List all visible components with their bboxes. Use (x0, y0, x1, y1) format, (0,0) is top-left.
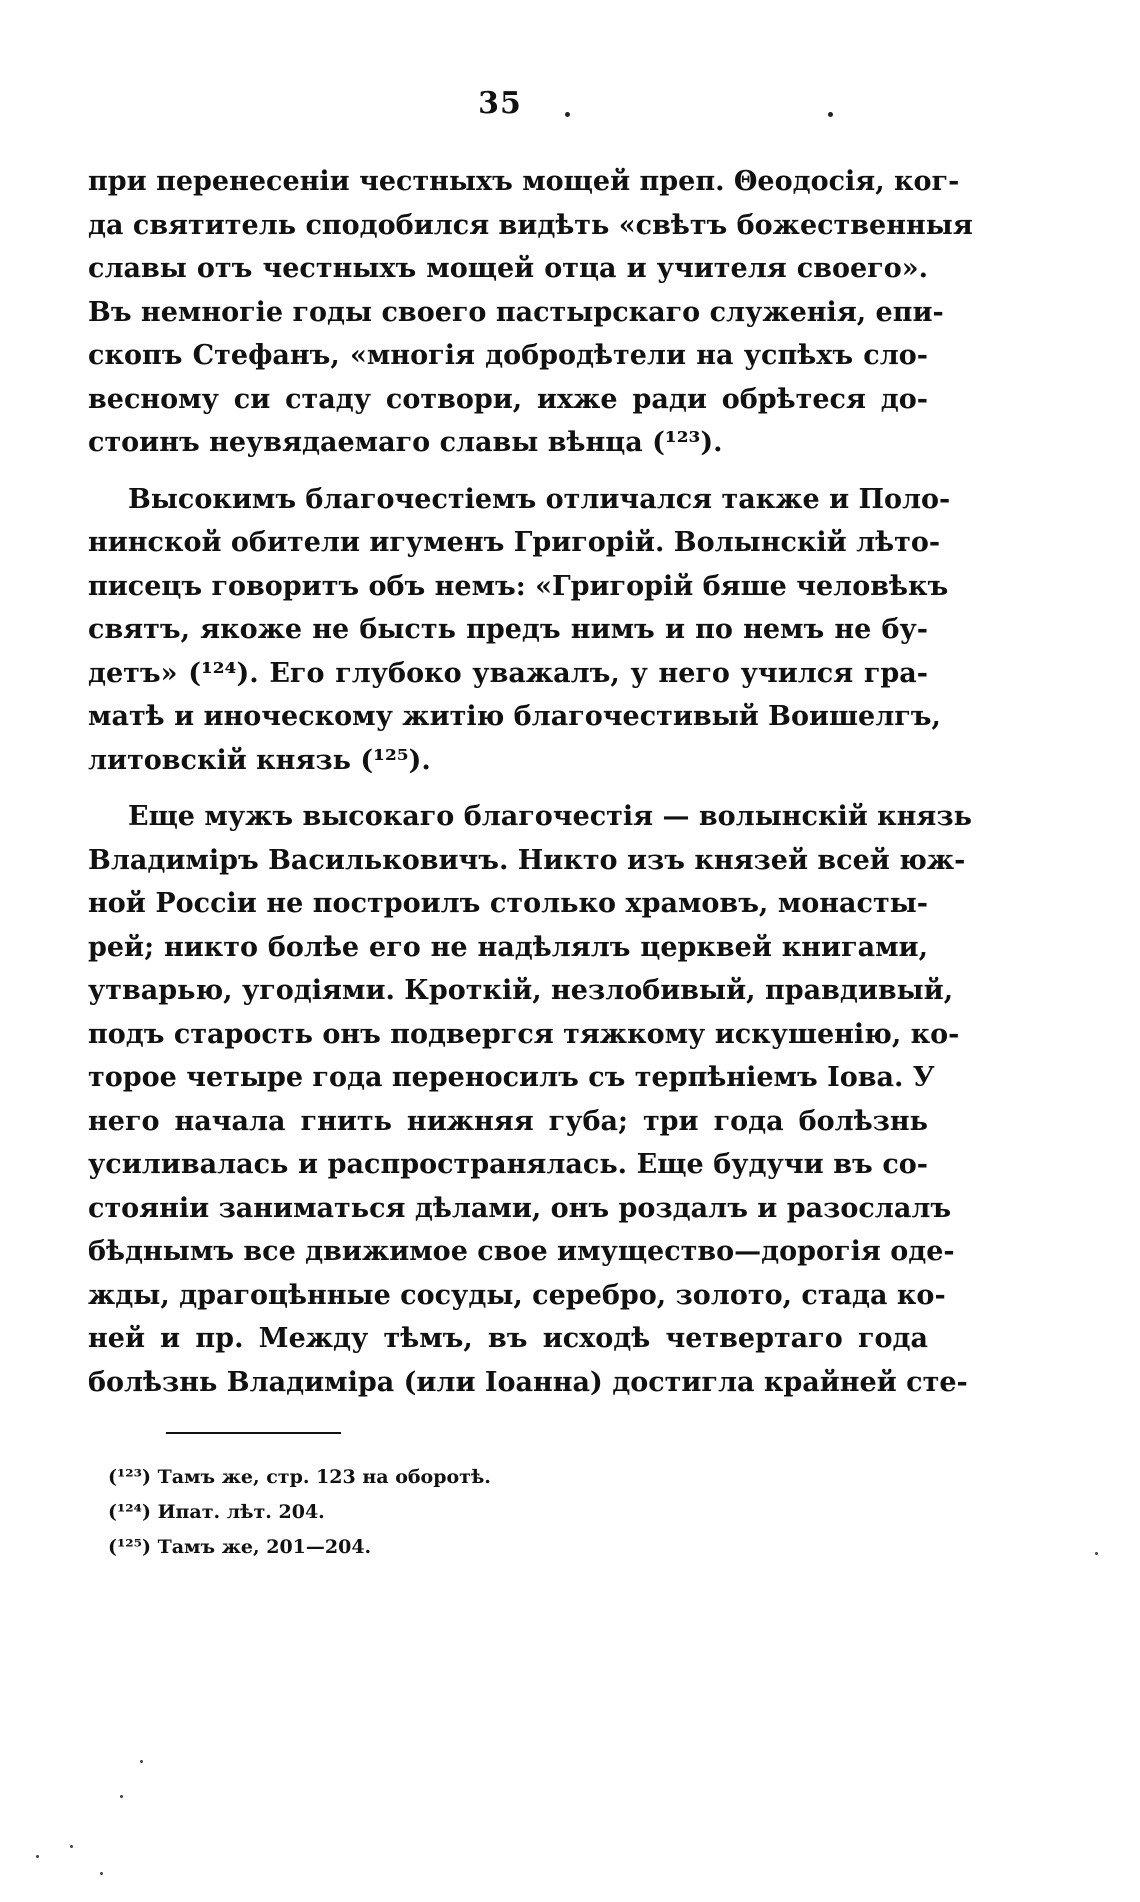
text-line: Высокимъ благочестіемъ отличался также и Поло- (128, 483, 951, 515)
text-line: литовскій князь (¹²⁵). (88, 744, 431, 776)
speck (120, 1795, 123, 1798)
text-line: торое четыре года переносилъ съ терпѣніемъ Іова. У (88, 1062, 935, 1093)
text-line: него начала гнить нижняя губа; три года болѣзнь (88, 1105, 928, 1137)
footnote (108, 1460, 808, 1495)
paragraph (88, 478, 951, 783)
paragraph-gap (88, 465, 928, 478)
text-line: Владиміръ Васильковичъ. Никто изъ князей всей юж- (88, 844, 966, 876)
text-line: святъ, якоже не бысть предъ нимъ и по немъ не бу- (88, 614, 928, 645)
page-number: 35 (478, 86, 522, 121)
footnote (108, 1495, 808, 1530)
text-line: детъ» (¹²⁴). Его глубоко уважалъ, у него учился гра- (88, 657, 928, 689)
text-line: да святитель сподобился видѣть «свѣтъ божественныя (88, 209, 973, 241)
footnote-text: Тамъ же, стр. 123 на оборотѣ. (157, 1466, 491, 1488)
footnotes (108, 1460, 808, 1565)
text-line: утварью, угодіями. Кроткій, незлобивый, правдивый, (88, 975, 954, 1006)
text-line: нинской обители игуменъ Григорій. Волынскій лѣто- (88, 527, 941, 558)
text-line: болѣзнь Владиміра (или Іоанна) достигла крайней сте- (88, 1366, 968, 1398)
stray-dot (828, 112, 833, 117)
text-line: весному си стаду сотвори, ихже ради обрѣтеся до- (88, 383, 928, 415)
speck (100, 1872, 103, 1875)
text-line: усиливалась и распространялась. Еще будучи въ со- (88, 1149, 928, 1180)
paragraph (88, 160, 973, 465)
text-line: Въ немногіе годы своего пастырскаго служенія, епи- (88, 296, 944, 328)
text-line: писецъ говоритъ объ немъ: «Григорій бяше человѣкъ (88, 570, 949, 602)
speck (36, 1855, 39, 1858)
text-line: ней и пр. Между тѣмъ, въ исходѣ четвертаго года (88, 1323, 928, 1354)
speck (1095, 1552, 1098, 1555)
paragraph-gap (88, 782, 928, 795)
body-text (88, 160, 973, 1404)
speck (140, 1760, 143, 1763)
paragraph (88, 795, 972, 1404)
text-line: при перенесеніи честныхъ мощей преп. Θеодосія, ког- (88, 166, 960, 197)
text-line: стояніи заниматься дѣлами, онъ роздалъ и разослалъ (88, 1192, 952, 1224)
stray-dot (565, 112, 570, 117)
text-line: ной Россіи не построилъ столько храмовъ, монасты- (88, 888, 928, 919)
footnote (108, 1530, 808, 1565)
footnote-mark: (¹²³) (108, 1466, 151, 1488)
text-line: стоинъ неувядаемаго славы вѣнца (¹²³). (88, 427, 723, 458)
speck (70, 1845, 73, 1848)
footnote-text: Ипат. лѣт. 204. (157, 1501, 325, 1523)
text-line: бѣднымъ все движимое свое имущество—дорогія оде- (88, 1236, 955, 1267)
footnote-rule (166, 1432, 341, 1434)
text-line: подъ старость онъ подвергся тяжкому искушенію, ко- (88, 1018, 960, 1050)
text-line: Еще мужъ высокаго благочестія — волынскій князь (128, 801, 972, 832)
footnote-text: Тамъ же, 201—204. (157, 1536, 372, 1558)
footnote-mark: (¹²⁵) (108, 1536, 151, 1558)
footnote-mark: (¹²⁴) (108, 1501, 151, 1523)
text-line: матѣ и иноческому житію благочестивый Воишелгъ, (88, 701, 941, 732)
text-line: скопъ Стефанъ, «многія добродѣтели на успѣхъ сло- (88, 340, 928, 371)
text-line: жды, драгоцѣнные сосуды, серебро, золото, стада ко- (88, 1279, 946, 1311)
text-line: рей; никто болѣе его не надѣлялъ церквей книгами, (88, 931, 928, 963)
text-line: славы отъ честныхъ мощей отца и учителя своего». (88, 253, 928, 284)
